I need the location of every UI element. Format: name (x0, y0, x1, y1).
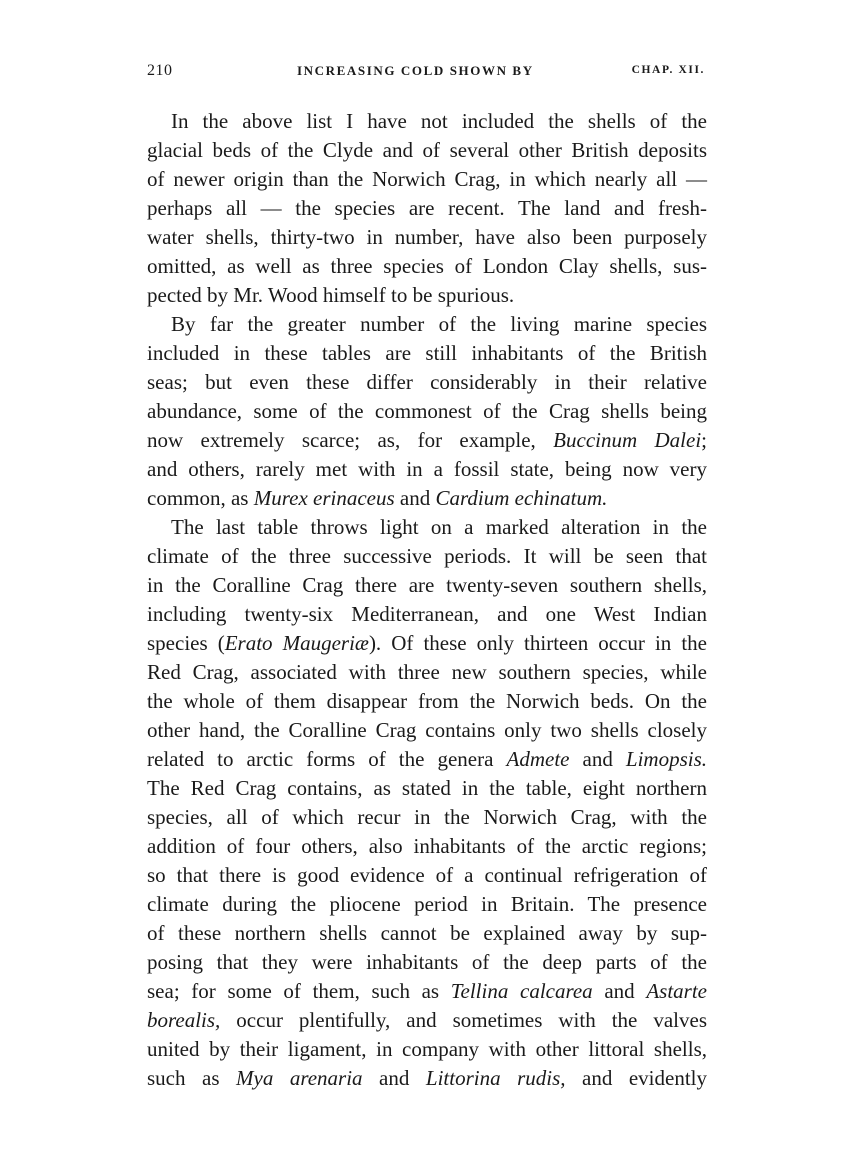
text-segment: glacial beds of the Clyde and of several other British deposits (147, 138, 707, 162)
text-segment: The last table throws light on a marked alteration in the (171, 515, 707, 539)
text-segment: of these northern shells cannot be explained away by sup- (147, 921, 707, 945)
italic-text: Astarte (646, 979, 707, 1003)
text-segment: climate of the three successive periods. It will be seen that (147, 544, 707, 568)
text-line (147, 658, 707, 687)
text-line (147, 919, 707, 948)
text-segment: included in these tables are still inhabitants of the British (147, 341, 707, 365)
text-segment: related to arctic forms of the genera (147, 747, 507, 771)
italic-text: Erato Maugeriæ (224, 631, 369, 655)
text-line (147, 136, 707, 165)
text-segment: now extremely scarce; as, for example, (147, 428, 554, 452)
text-line (147, 107, 707, 136)
text-segment: addition of four others, also inhabitants of the arctic regions; (147, 834, 707, 858)
text-line (147, 629, 707, 658)
page-number: 210 (147, 62, 173, 79)
italic-text: Murex erinaceus (253, 486, 395, 510)
text-line (147, 165, 707, 194)
text-line (147, 513, 707, 542)
text-segment: omitted, as well as three species of London Clay shells, sus- (147, 254, 707, 278)
chapter-label: CHAP. XII. (631, 64, 705, 76)
text-line (147, 1006, 707, 1035)
text-line (147, 948, 707, 977)
text-line (147, 194, 707, 223)
page-header (147, 62, 707, 86)
text-line (147, 890, 707, 919)
text-segment: posing that they were inhabitants of the deep parts of the (147, 950, 707, 974)
text-segment: and (394, 486, 436, 510)
italic-text: borealis, (147, 1008, 221, 1032)
text-segment: perhaps all — the species are recent. The land and fresh- (147, 196, 707, 220)
text-segment: The Red Crag contains, as stated in the table, eight northern (147, 776, 707, 800)
paragraph (147, 513, 707, 1093)
text-line (147, 339, 707, 368)
text-line (147, 252, 707, 281)
text-segment: common, as (147, 486, 254, 510)
text-line (147, 310, 707, 339)
text-line (147, 455, 707, 484)
italic-text: Limopsis. (625, 747, 708, 771)
text-segment: and (362, 1066, 426, 1090)
text-line (147, 426, 707, 455)
text-segment: in the Coralline Crag there are twenty-seven southern shells, (147, 573, 707, 597)
text-line (147, 542, 707, 571)
text-segment: and evidently (565, 1066, 707, 1090)
body-text (147, 107, 707, 1093)
text-segment: united by their ligament, in company with other littoral shells, (147, 1037, 707, 1061)
text-segment: climate during the pliocene period in Britain. The presence (147, 892, 707, 916)
text-segment: species ( (147, 631, 225, 655)
text-segment: ; (701, 428, 707, 452)
text-line (147, 745, 707, 774)
text-segment: In the above list I have not included the shells of the (171, 109, 707, 133)
text-segment: Red Crag, associated with three new southern species, while (147, 660, 707, 684)
text-segment: of newer origin than the Norwich Crag, in which nearly all — (147, 167, 707, 191)
text-segment: ). Of these only thirteen occur in the (368, 631, 707, 655)
text-segment: abundance, some of the commonest of the Crag shells being (147, 399, 707, 423)
text-line (147, 484, 707, 513)
text-line (147, 397, 707, 426)
paragraph (147, 310, 707, 513)
italic-text: Tellina calcarea (450, 979, 593, 1003)
text-segment: and others, rarely met with in a fossil state, being now very (147, 457, 707, 481)
text-segment: such as (147, 1066, 236, 1090)
text-segment: pected by Mr. Wood himself to be spurious. (147, 283, 515, 307)
paragraph (147, 107, 707, 310)
text-segment: seas; but even these differ considerably in their relative (147, 370, 707, 394)
text-line (147, 803, 707, 832)
text-segment: other hand, the Coralline Crag contains only two shells closely (147, 718, 707, 742)
text-line (147, 861, 707, 890)
text-segment: and (569, 747, 626, 771)
running-head: INCREASING COLD SHOWN BY (297, 63, 534, 78)
text-line (147, 368, 707, 397)
text-segment: including twenty-six Mediterranean, and one West Indian (147, 602, 707, 626)
text-segment: so that there is good evidence of a continual refrigeration of (147, 863, 707, 887)
text-line (147, 687, 707, 716)
italic-text: Mya arenaria (236, 1066, 363, 1090)
text-segment: occur plentifully, and sometimes with the valves (220, 1008, 707, 1032)
text-line (147, 600, 707, 629)
text-line (147, 1064, 707, 1093)
text-line (147, 774, 707, 803)
text-line (147, 832, 707, 861)
text-segment: and (592, 979, 647, 1003)
italic-text: Cardium echinatum. (435, 486, 608, 510)
text-segment: sea; for some of them, such as (147, 979, 451, 1003)
italic-text: Admete (506, 747, 570, 771)
text-segment: the whole of them disappear from the Norwich beds. On the (147, 689, 707, 713)
text-line (147, 977, 707, 1006)
text-line (147, 571, 707, 600)
text-line (147, 281, 707, 310)
italic-text: Buccinum Dalei (553, 428, 702, 452)
text-line (147, 716, 707, 745)
text-line (147, 1035, 707, 1064)
italic-text: Littorina rudis, (425, 1066, 566, 1090)
text-segment: species, all of which recur in the Norwich Crag, with the (147, 805, 707, 829)
text-segment: water shells, thirty-two in number, have also been purposely (147, 225, 707, 249)
text-line (147, 223, 707, 252)
text-segment: By far the greater number of the living marine species (171, 312, 707, 336)
